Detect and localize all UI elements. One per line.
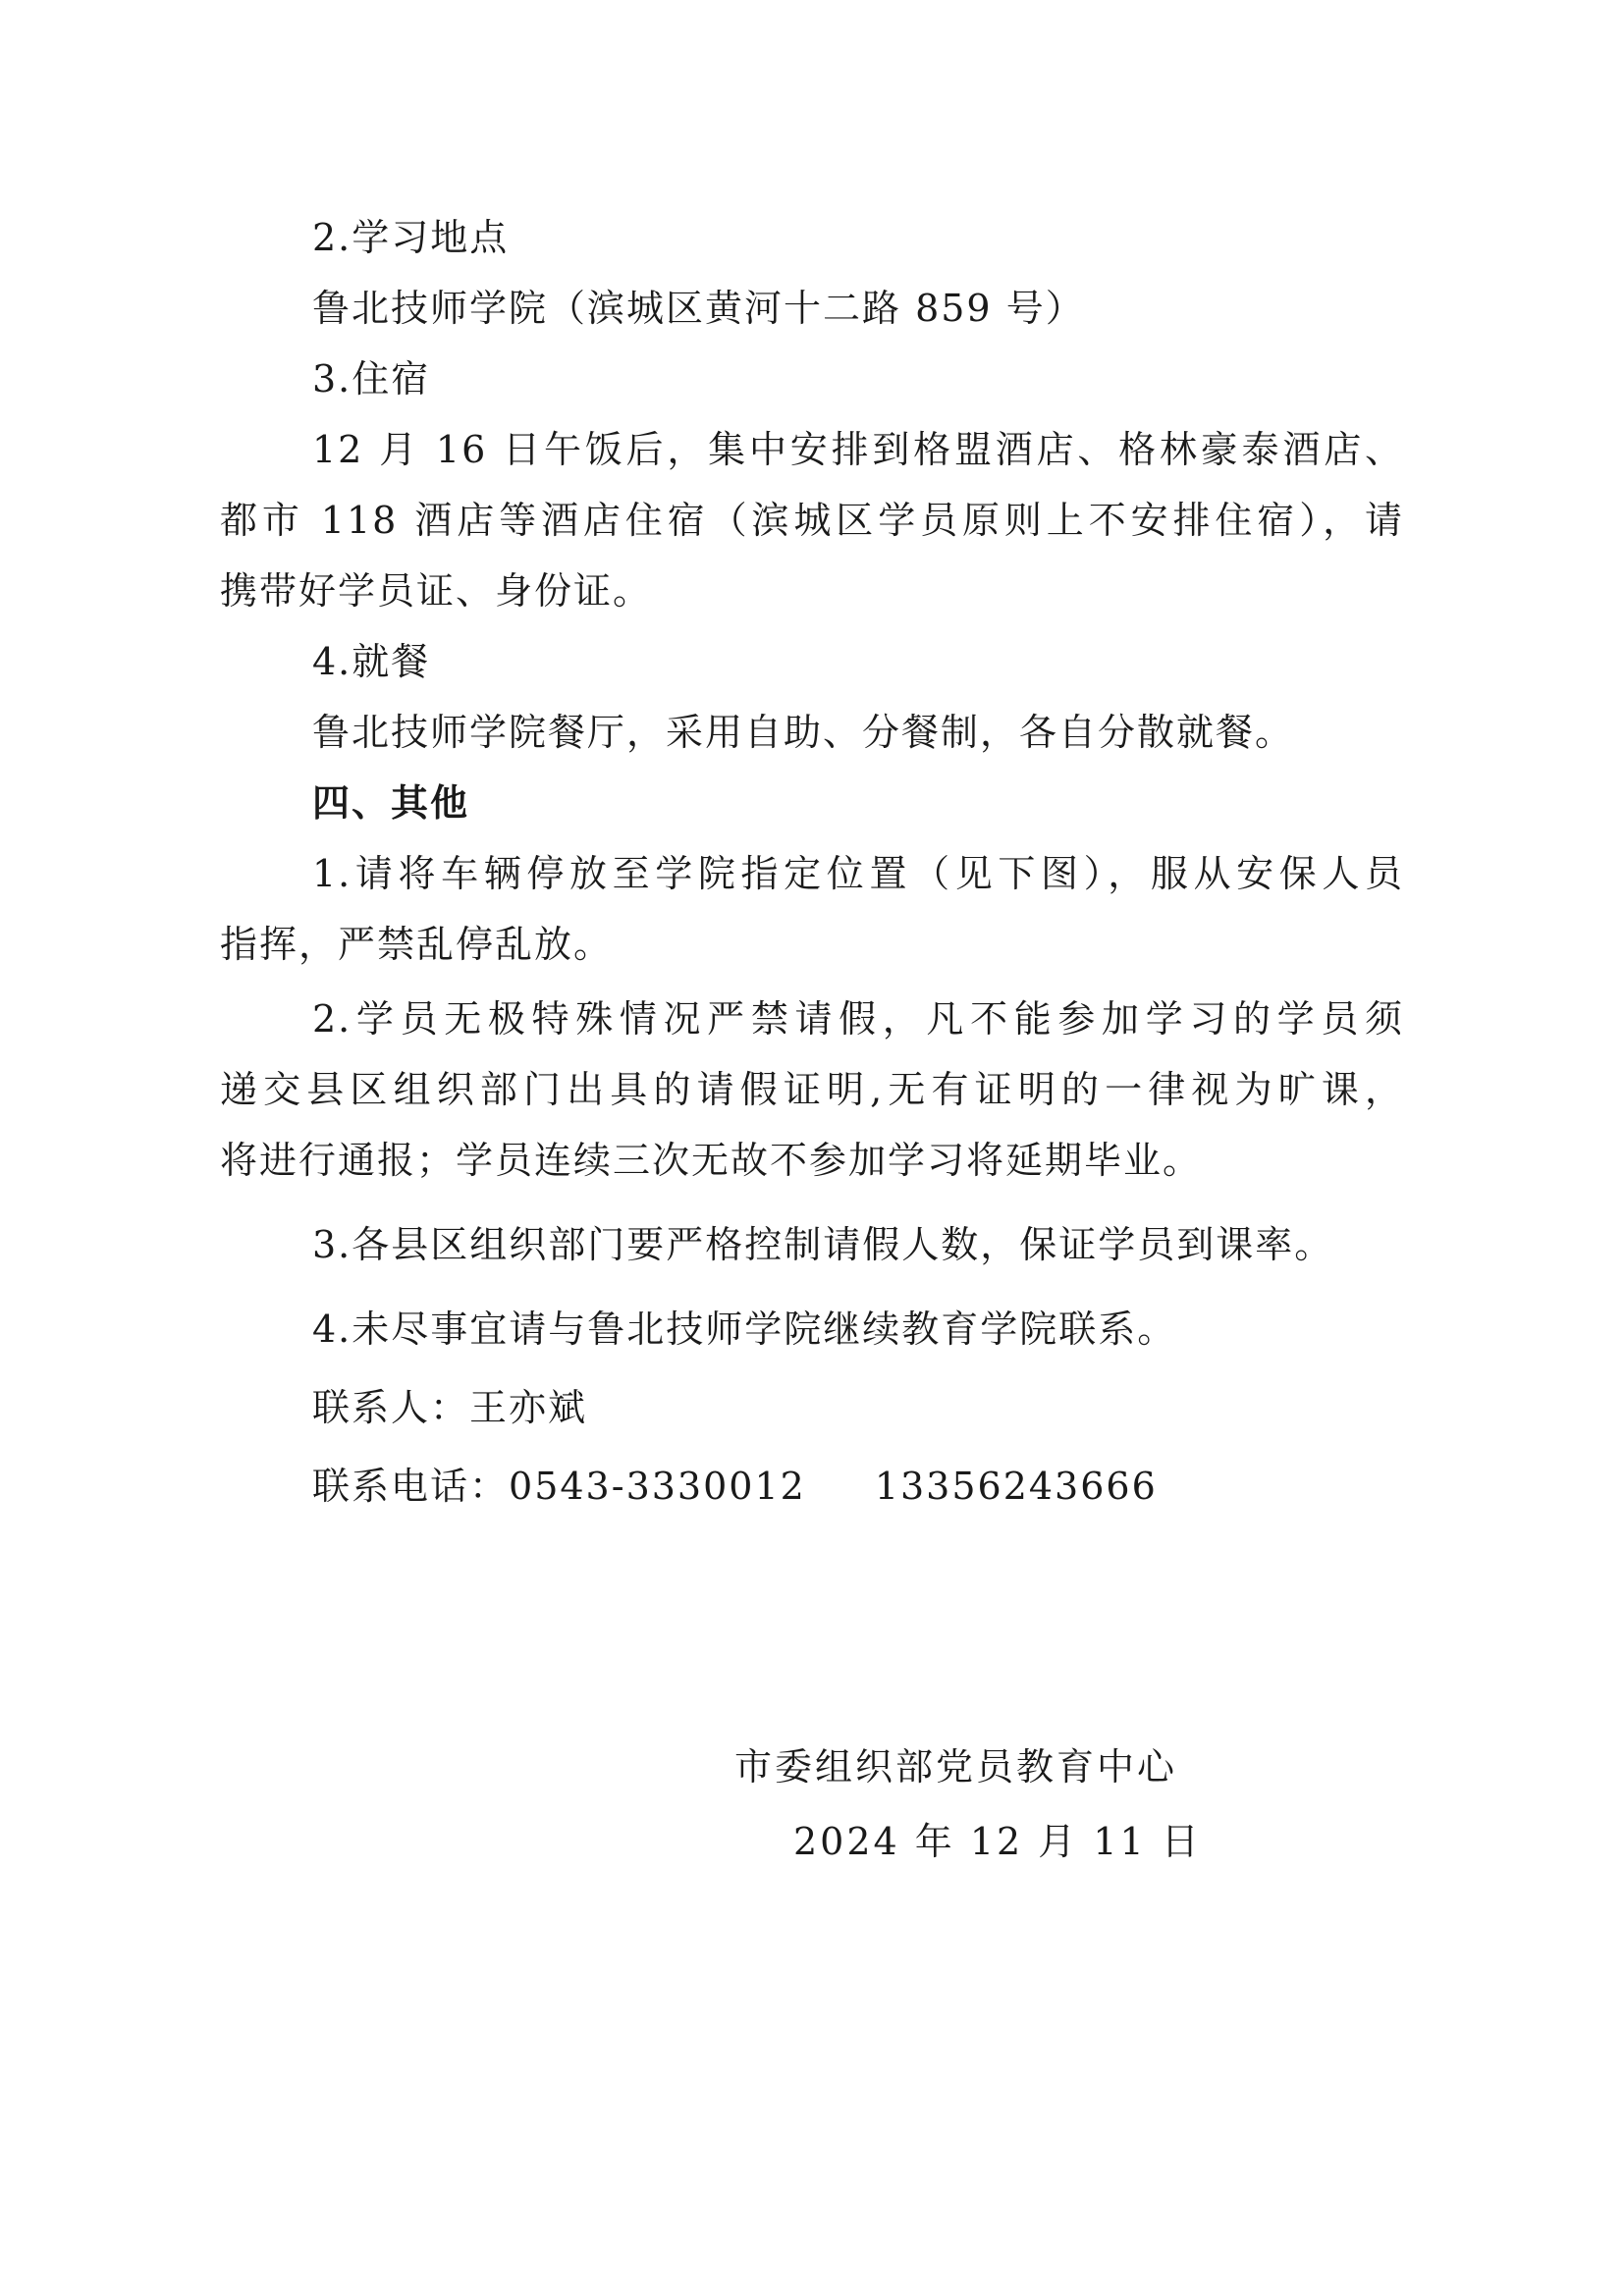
- contact-phone: [312, 1463, 1158, 1510]
- other-item-line: 1.请将车辆停放至学院指定位置（见下图），服从安保人员: [312, 852, 1404, 895]
- other-item-line: 将进行通报；学员连续三次无故不参加学习将延期毕业。: [220, 1139, 1203, 1182]
- study-location-text: 鲁北技师学院（滨城区黄河十二路 859 号）: [312, 287, 1085, 330]
- contact-phone-mobile: 13356243666: [874, 1465, 1158, 1508]
- other-section-heading: 四、其他: [312, 781, 470, 825]
- lodging-paragraph-line: 都市 118 酒店等酒店住宿（滨城区学员原则上不安排住宿），请: [220, 499, 1404, 542]
- lodging-paragraph-line: 12 月 16 日午饭后，集中安排到格盟酒店、格林豪泰酒店、: [312, 428, 1404, 471]
- other-item-line: 指挥，严禁乱停乱放。: [220, 923, 614, 966]
- contact-phone-label: 联系电话：: [312, 1465, 510, 1508]
- other-item-line: 2.学员无极特殊情况严禁请假，凡不能参加学习的学员须: [312, 997, 1404, 1041]
- contact-phone-landline: 0543-3330012: [509, 1465, 806, 1508]
- lodging-paragraph-line: 携带好学员证、身份证。: [220, 569, 653, 613]
- dining-heading: 4.就餐: [312, 640, 431, 683]
- other-item-line: 3.各县区组织部门要严格控制请假人数，保证学员到课率。: [312, 1223, 1334, 1266]
- signature-date: 2024 年 12 月 11 日: [793, 1820, 1202, 1863]
- study-location-heading: 2.学习地点: [312, 216, 510, 259]
- other-item-line: 递交县区组织部门出具的请假证明,无有证明的一律视为旷课，: [220, 1068, 1404, 1111]
- dining-text: 鲁北技师学院餐厅，采用自助、分餐制，各自分散就餐。: [312, 711, 1295, 754]
- lodging-heading: 3.住宿: [312, 357, 431, 400]
- signature-organization: 市委组织部党员教育中心: [734, 1745, 1178, 1789]
- other-item-line: 4.未尽事宜请与鲁北技师学院继续教育学院联系。: [312, 1308, 1177, 1351]
- contact-person: 联系人：王亦斌: [312, 1386, 588, 1429]
